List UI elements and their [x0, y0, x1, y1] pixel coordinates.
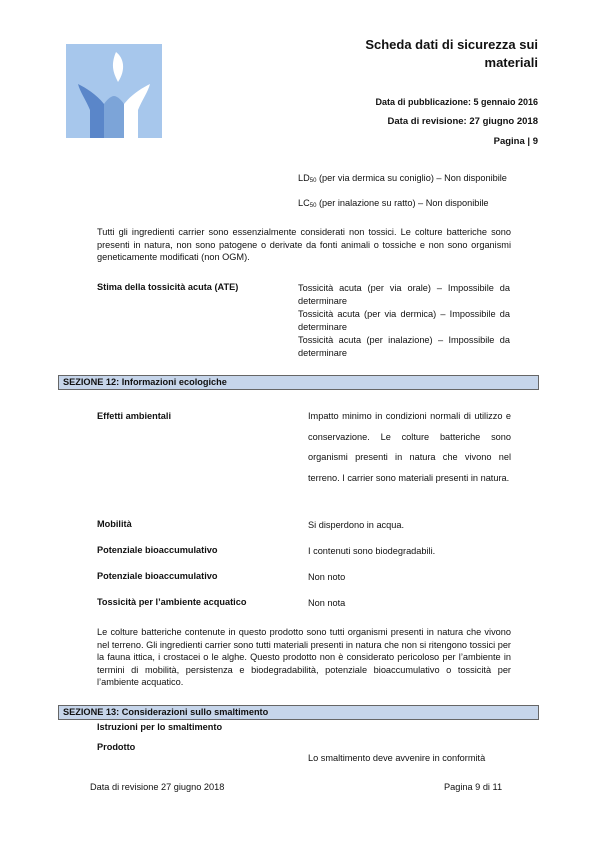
- lc50-line: $LC_{50}$ (per inalazione su ratto) – Non disponibile: [298, 198, 489, 209]
- ate-inhalation: Tossicità acuta (per inalazione) – Impossibile da determinare: [298, 335, 510, 358]
- document-title: Scheda dati di sicurezza sui materiali: [365, 37, 538, 70]
- ld50-line: $LD_{50}$ (per via dermica su coniglio) – Non disponibile: [298, 173, 507, 184]
- product-value: Lo smaltimento deve avvenire in conformità: [308, 753, 486, 763]
- footer-page-number: Pagina 9 di 11: [444, 782, 503, 792]
- eco-label-mobility: Mobilità: [97, 519, 132, 529]
- section-12-heading: SEZIONE 12: Informazioni ecologiche: [58, 375, 539, 390]
- ecology-paragraph: Le colture batteriche contenute in questo prodotto sono tutti organismi presenti in natura che vivono nel terreno. Gli ingredienti carrier sono tutti materiali presenti in natura che non si ritengono tossici per la fauna ittica, i crostacei o le alghe. Questo prodotto non è considerato pericoloso per l’ambiente in termini di mobilità, persistenza e biodegradabilità, potenziale bioaccumulativo o tossicità per l’ambiente acquatico.: [97, 627, 511, 687]
- page-number: Pagina | 9: [493, 136, 538, 147]
- eco-value-aquatic-toxicity: Non nota: [308, 598, 346, 608]
- disposal-instructions-label: Istruzioni per lo smaltimento: [97, 722, 223, 732]
- footer-revision-date: Data di revisione 27 giugno 2018: [90, 782, 225, 792]
- eco-label-environmental-effects: Effetti ambientali: [97, 411, 172, 421]
- revision-date: Data di revisione: 27 giugno 2018: [387, 116, 538, 127]
- carrier-paragraph: Tutti gli ingredienti carrier sono essenzialmente considerati non tossici. Le colture batteriche sono presenti in natura, non sono patogene o derivate da fonti animali o tossiche e non sono organismi geneticamente modificati (non OGM).: [97, 227, 511, 262]
- eco-value-environmental-effects: Impatto minimo in condizioni normali di utilizzo e conservazione. Le colture batteriche sono organismi presenti in natura che vivono nel terreno. I carrier sono materiali presenti in natura.: [308, 411, 511, 483]
- eco-label-bioaccumulative-1: Potenziale bioaccumulativo: [97, 545, 218, 555]
- eco-label-aquatic-toxicity: Tossicità per l’ambiente acquatico: [97, 597, 247, 607]
- eco-value-bioaccumulative-1: I contenuti sono biodegradabili.: [308, 546, 436, 556]
- ate-oral: Tossicità acuta (per via orale) – Impossibile da determinare: [298, 283, 510, 306]
- eco-label-bioaccumulative-2: Potenziale bioaccumulativo: [97, 571, 218, 581]
- section-13-heading: SEZIONE 13: Considerazioni sullo smaltimento: [58, 705, 539, 720]
- publication-date: Data di pubblicazione: 5 gennaio 2016: [375, 97, 538, 107]
- eco-value-mobility: Si disperdono in acqua.: [308, 520, 405, 530]
- ate-dermal: Tossicità acuta (per via dermica) – Impossibile da determinare: [298, 309, 510, 332]
- product-label: Prodotto: [97, 742, 136, 752]
- company-logo: [66, 44, 162, 138]
- ate-label: Stima della tossicità acuta (ATE): [97, 282, 239, 292]
- eco-value-bioaccumulative-2: Non noto: [308, 572, 346, 582]
